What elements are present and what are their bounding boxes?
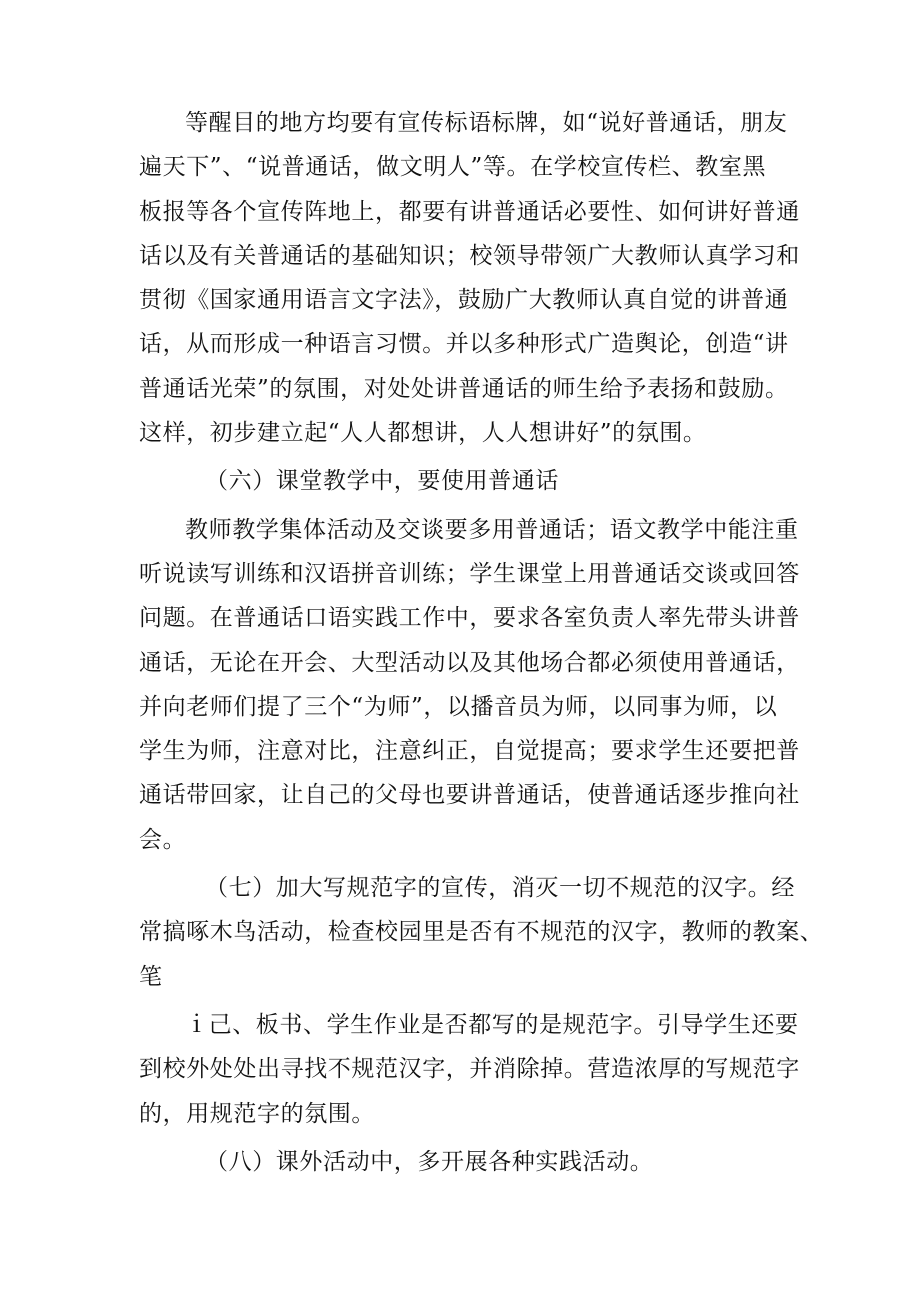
paragraph-line: 常搞啄木鸟活动，检查校园里是否有不规范的汉字，教师的教案、 xyxy=(139,919,824,946)
paragraph-line: 普通话光荣”的氛围，对处处讲普通话的师生给予表扬和鼓励。 xyxy=(139,375,789,402)
paragraph-line: 这样，初步建立起“人人都想讲，人人想讲好”的氛围。 xyxy=(139,420,707,447)
paragraph-line: 板报等各个宣传阵地上，都要有讲普通话必要性、如何讲好普通 xyxy=(139,198,800,225)
section-heading-6: （六）课堂教学中，要使用普通话 xyxy=(205,468,559,495)
paragraph-line: 到校外处处出寻找不规范汉字，并消除掉。营造浓厚的写规范字 xyxy=(139,1056,800,1083)
paragraph-line: 贯彻《国家通用语言文字法》，鼓励广大教师认真自觉的讲普通 xyxy=(139,287,789,314)
section-heading-8: （八）课外活动中，多开展各种实践活动。 xyxy=(205,1148,654,1175)
paragraph-line: 遍天下”、“说普通话，做文明人”等。在学校宣传栏、教室黑 xyxy=(139,154,767,181)
paragraph-line: 并向老师们提了三个“为师”，以播音员为师，以同事为师，以 xyxy=(139,693,778,720)
paragraph-line: ｉ己、板书、学生作业是否都写的是规范字。引导学生还要 xyxy=(185,1011,799,1038)
document-body xyxy=(139,101,824,1184)
paragraph-line: 话以及有关普通话的基础知识；校领导带领广大教师认真学习和 xyxy=(139,242,800,269)
paragraph-line: 问题。在普通话口语实践工作中，要求各室负责人率先带头讲普 xyxy=(139,605,800,632)
paragraph-line: 的，用规范字的氛围。 xyxy=(139,1100,375,1127)
paragraph-line: 会。 xyxy=(139,826,187,853)
paragraph-line: 等醒目的地方均要有宣传标语标牌，如“说好普通话，朋友 xyxy=(185,110,788,136)
paragraph-line: 学生为师，注意对比，注意纠正，自觉提高；要求学生还要把普 xyxy=(139,738,800,765)
paragraph-line: 笔 xyxy=(139,963,163,990)
paragraph-line: 通话，无论在开会、大型活动以及其他场合都必须使用普通话， xyxy=(139,649,800,676)
paragraph-line: 通话带回家，让自己的父母也要讲普通话，使普通话逐步推向社 xyxy=(139,782,800,809)
paragraph-line: 教师教学集体活动及交谈要多用普通话；语文教学中能注重 xyxy=(185,516,799,543)
paragraph-line: 话，从而形成一种语言习惯。并以多种形式广造舆论，创造“讲 xyxy=(139,331,789,358)
section-heading-7: （七）加大写规范字的宣传，消灭一切不规范的汉字。经 xyxy=(205,875,795,902)
paragraph-line: 听说读写训练和汉语拼音训练；学生课堂上用普通话交谈或回答 xyxy=(139,560,800,587)
